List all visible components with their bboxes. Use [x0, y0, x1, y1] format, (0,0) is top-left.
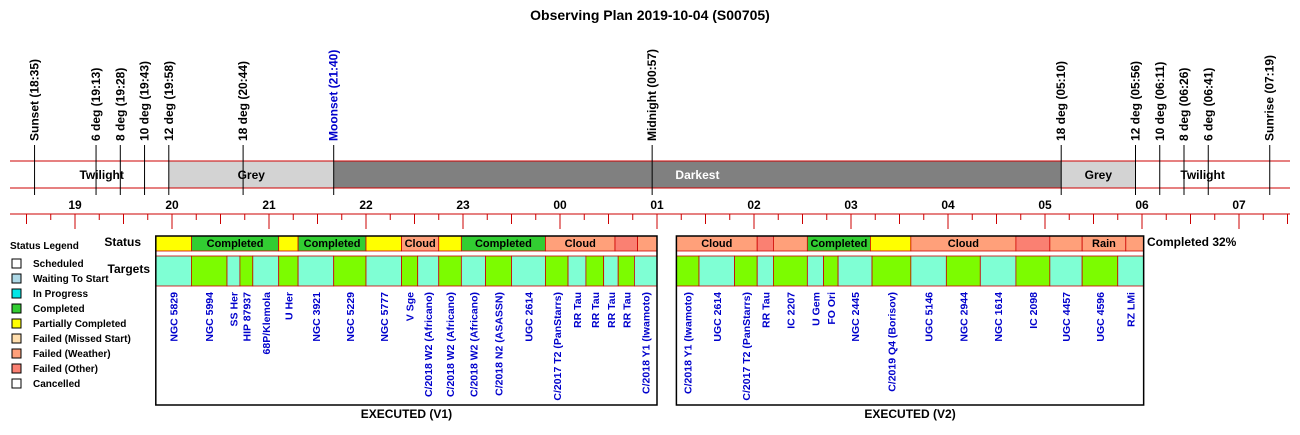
event-label: 8 deg (06:26): [1177, 67, 1192, 141]
chart-title: Observing Plan 2019-10-04 (S00705): [530, 7, 770, 23]
target-block: [872, 256, 911, 286]
target-block: [191, 256, 227, 286]
completion-summary: Completed 32%: [1147, 235, 1237, 249]
target-name: IC 2098: [1027, 292, 1040, 329]
status-segment-label: Completed: [810, 238, 868, 250]
target-name: HIP 87937: [241, 292, 254, 342]
legend-label: Cancelled: [33, 379, 81, 390]
axis-tick-label: 22: [359, 198, 373, 212]
sky-band-row: [10, 161, 1290, 188]
target-name: UGC 2614: [523, 292, 536, 342]
status-segment: [615, 236, 638, 251]
legend-swatch: [12, 304, 21, 313]
target-block: [757, 256, 773, 286]
target-name: U Gem: [810, 292, 823, 326]
target-block: [735, 256, 758, 286]
target-block: [568, 256, 586, 286]
legend-label: Waiting To Start: [33, 274, 109, 285]
target-name: U Her: [283, 292, 296, 321]
target-name: C/2018 Y1 (Iwamoto): [682, 292, 695, 394]
target-block: [512, 256, 546, 286]
axis-tick-label: 19: [68, 198, 82, 212]
status-segment-label: Completed: [206, 238, 264, 250]
target-name: C/2017 T2 (PanStarrs): [740, 292, 753, 401]
axis-tick-label: 02: [747, 198, 761, 212]
legend-label: In Progress: [33, 289, 89, 300]
event-label: 18 deg (05:10): [1054, 60, 1069, 141]
target-name: SS Her: [228, 292, 241, 327]
status-segment: [773, 236, 807, 251]
row-labels: [104, 235, 150, 276]
event-label: Moonset (21:40): [326, 49, 341, 141]
target-name: FO Ori: [825, 292, 838, 325]
legend-swatch: [12, 259, 21, 268]
target-name: UGC 5146: [923, 292, 936, 342]
legend-label: Failed (Missed Start): [33, 334, 131, 345]
target-name: NGC 3921: [310, 292, 323, 342]
target-block: [1050, 256, 1082, 286]
status-row-label: Status: [104, 235, 141, 249]
axis-tick-label: 07: [1232, 198, 1246, 212]
plan-panel: [156, 236, 657, 421]
plan-name: EXECUTED (V2): [864, 407, 956, 421]
status-segment-label: Rain: [1092, 238, 1116, 250]
target-block: [807, 256, 823, 286]
sky-band-label: Twilight: [1180, 168, 1225, 182]
axis-tick-label: 20: [165, 198, 179, 212]
legend-swatch: [12, 379, 21, 388]
status-segment: [156, 236, 192, 251]
target-name: C/2018 W2 (Africano): [468, 292, 481, 398]
axis-tick-label: 01: [650, 198, 664, 212]
target-name: C/2019 Q4 (Borisov): [886, 292, 899, 392]
legend-swatch: [12, 289, 21, 298]
target-block: [824, 256, 839, 286]
plan-panel: [676, 236, 1143, 421]
target-block: [1082, 256, 1118, 286]
target-block: [253, 256, 279, 286]
status-segment: [1050, 236, 1082, 251]
target-block: [618, 256, 634, 286]
target-block: [439, 256, 462, 286]
status-segment: [638, 236, 657, 251]
event-label: 10 deg (06:11): [1152, 61, 1167, 141]
legend-label: Partially Completed: [33, 319, 127, 330]
target-block: [1016, 256, 1050, 286]
target-block: [418, 256, 439, 286]
target-name: NGC 5829: [168, 292, 181, 342]
target-block: [676, 256, 699, 286]
target-name: UGC 4596: [1094, 292, 1107, 342]
target-name: NGC 5994: [204, 292, 217, 342]
target-block: [586, 256, 604, 286]
plan-name: EXECUTED (V1): [360, 407, 453, 421]
target-name: C/2018 W2 (Africano): [423, 291, 436, 398]
status-segment: [757, 236, 773, 251]
target-name: C/2018 Y1 (Iwamoto): [640, 292, 653, 394]
sky-band-label: Darkest: [675, 168, 720, 182]
axis-tick-label: 23: [456, 198, 470, 212]
target-block: [980, 256, 1016, 286]
sky-band-label: Grey: [1084, 168, 1113, 182]
status-segment: [870, 236, 910, 251]
target-name: RR Tau: [605, 292, 618, 328]
axis-tick-label: 21: [262, 198, 276, 212]
status-segment: [1016, 236, 1050, 251]
axis-tick-label: 03: [844, 198, 858, 212]
status-segment: [366, 236, 402, 251]
target-block: [1118, 256, 1144, 286]
status-segment-label: Cloud: [564, 238, 596, 250]
target-block: [461, 256, 485, 286]
target-name: C/2017 T2 (PanStarrs): [551, 292, 564, 401]
target-block: [911, 256, 947, 286]
status-segment: [1126, 236, 1144, 251]
legend-swatch: [12, 364, 21, 373]
target-name: UGC 4457: [1061, 292, 1074, 342]
event-label: 10 deg (19:43): [137, 60, 152, 141]
legend-label: Failed (Weather): [33, 349, 111, 360]
targets-row-label: Targets: [107, 262, 150, 276]
target-name: UGC 2614: [711, 292, 724, 342]
status-segment-label: Completed: [303, 238, 361, 250]
target-block: [545, 256, 568, 286]
sky-band-label: Grey: [237, 168, 265, 182]
target-name: RR Tau: [621, 292, 634, 328]
legend-label: Completed: [33, 304, 85, 315]
target-block: [634, 256, 657, 286]
event-label: Sunrise (07:19): [1262, 54, 1277, 141]
event-label: 12 deg (05:56): [1128, 60, 1143, 141]
target-name: NGC 2445: [850, 292, 863, 342]
target-name: NGC 5777: [378, 292, 391, 342]
status-segment: [439, 236, 462, 251]
status-segment-label: Cloud: [701, 238, 733, 250]
axis-tick-label: 05: [1038, 198, 1052, 212]
event-label: Midnight (00:57): [645, 49, 660, 141]
target-name: 68P/Klemola: [260, 292, 273, 355]
target-block: [486, 256, 512, 286]
target-name: NGC 2944: [958, 292, 971, 342]
status-segment-label: Completed: [474, 238, 532, 250]
target-name: RZ LMi: [1125, 292, 1138, 327]
event-label: Sunset (18:35): [27, 58, 42, 142]
target-name: RR Tau: [571, 292, 584, 328]
target-block: [773, 256, 807, 286]
status-segment-label: Cloud: [947, 238, 979, 250]
legend-label: Scheduled: [33, 259, 84, 270]
target-block: [838, 256, 872, 286]
axis-tick-label: 04: [941, 198, 955, 212]
target-block: [240, 256, 253, 286]
target-block: [156, 256, 192, 286]
target-name: C/2018 N2 (ASASSN): [493, 292, 506, 396]
target-name: IC 2207: [785, 292, 798, 329]
legend-swatch: [12, 319, 21, 328]
target-block: [334, 256, 366, 286]
plan-panels: [156, 236, 1144, 421]
sky-band-label: Twilight: [79, 168, 124, 182]
legend-title: Status Legend: [10, 241, 79, 252]
status-segment: [279, 236, 298, 251]
axis-tick-label: 06: [1135, 198, 1149, 212]
target-block: [366, 256, 402, 286]
event-label: 6 deg (19:13): [89, 67, 104, 141]
target-name: V Sge: [404, 292, 417, 322]
target-block: [604, 256, 619, 286]
legend-swatch: [12, 334, 21, 343]
target-name: RR Tau: [589, 292, 602, 328]
target-name: C/2018 W2 (Africano): [445, 292, 458, 398]
status-segment-label: Cloud: [404, 238, 436, 250]
legend-swatch: [12, 274, 21, 283]
legend-swatch: [12, 349, 21, 358]
target-name: NGC 1614: [993, 292, 1006, 342]
time-axis: [10, 198, 1290, 229]
event-label: 8 deg (19:28): [113, 67, 128, 141]
target-block: [227, 256, 240, 286]
target-name: NGC 5229: [344, 292, 357, 342]
target-block: [402, 256, 418, 286]
target-block: [298, 256, 334, 286]
target-block: [699, 256, 735, 286]
target-block: [946, 256, 980, 286]
target-block: [279, 256, 298, 286]
legend-label: Failed (Other): [33, 364, 99, 375]
axis-tick-label: 00: [553, 198, 567, 212]
event-label: 18 deg (20:44): [236, 60, 251, 141]
event-label: 6 deg (06:41): [1201, 67, 1216, 141]
event-label: 12 deg (19:58): [161, 60, 176, 141]
target-name: RR Tau: [760, 292, 773, 328]
